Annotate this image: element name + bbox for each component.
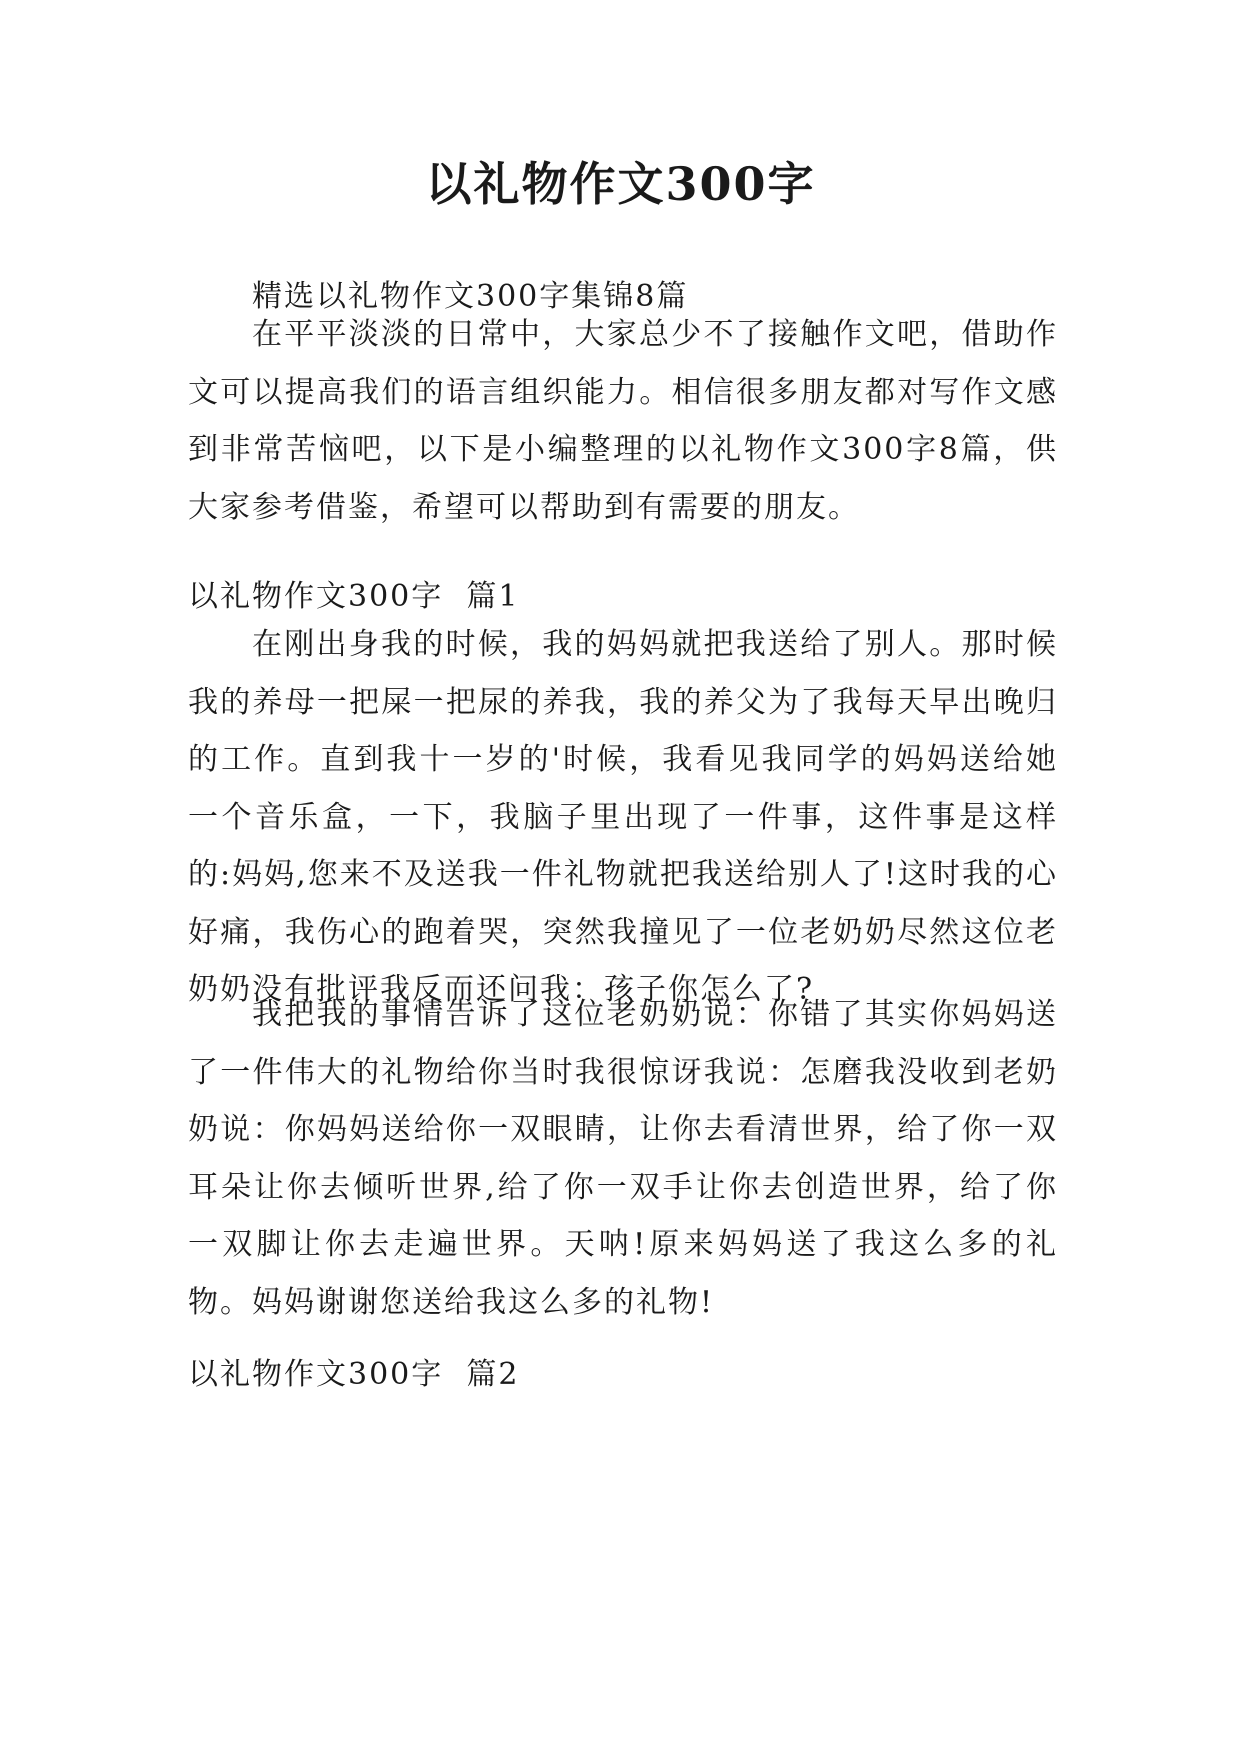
section-heading-1: 以礼物作文300字 篇1 <box>188 579 520 614</box>
section-1-paragraph-1: 在刚出身我的时候，我的妈妈就把我送给了别人。那时候我的养母一把屎一把尿的养我，我的养父为了我每天早出晚归的工作。直到我十一岁的'时候，我看见我同学的妈妈送给她一个音乐盒，一下，我脑子里出现了一件事，这件事是这样的:妈妈,您来不及送我一件礼物就把我送给别人了!这时我的心好痛，我伤心的跑着哭，突然我撞见了一位老奶奶尽然这位老奶奶没有批评我反而还问我：孩子你怎么了? <box>188 627 1058 1007</box>
document-title: 以礼物作文300字 <box>425 157 816 211</box>
section-heading-2: 以礼物作文300字 篇2 <box>188 1357 520 1392</box>
document-subtitle: 精选以礼物作文300字集锦8篇 <box>252 279 689 314</box>
section-1-paragraph-2: 我把我的事情告诉了这位老奶奶说：你错了其实你妈妈送了一件伟大的礼物给你当时我很惊讶我说：怎磨我没收到老奶奶说：你妈妈送给你一双眼睛，让你去看清世界，给了你一双耳朵让你去倾听世界,给了你一双手让你去创造世界，给了你一双脚让你去走遍世界。天呐!原来妈妈送了我这么多的礼物。妈妈谢谢您送给我这么多的礼物! <box>188 997 1058 1320</box>
intro-paragraph: 在平平淡淡的日常中，大家总少不了接触作文吧，借助作文可以提高我们的语言组织能力。相信很多朋友都对写作文感到非常苦恼吧，以下是小编整理的以礼物作文300字8篇，供大家参考借鉴，希望可以帮助到有需要的朋友。 <box>188 317 1058 525</box>
